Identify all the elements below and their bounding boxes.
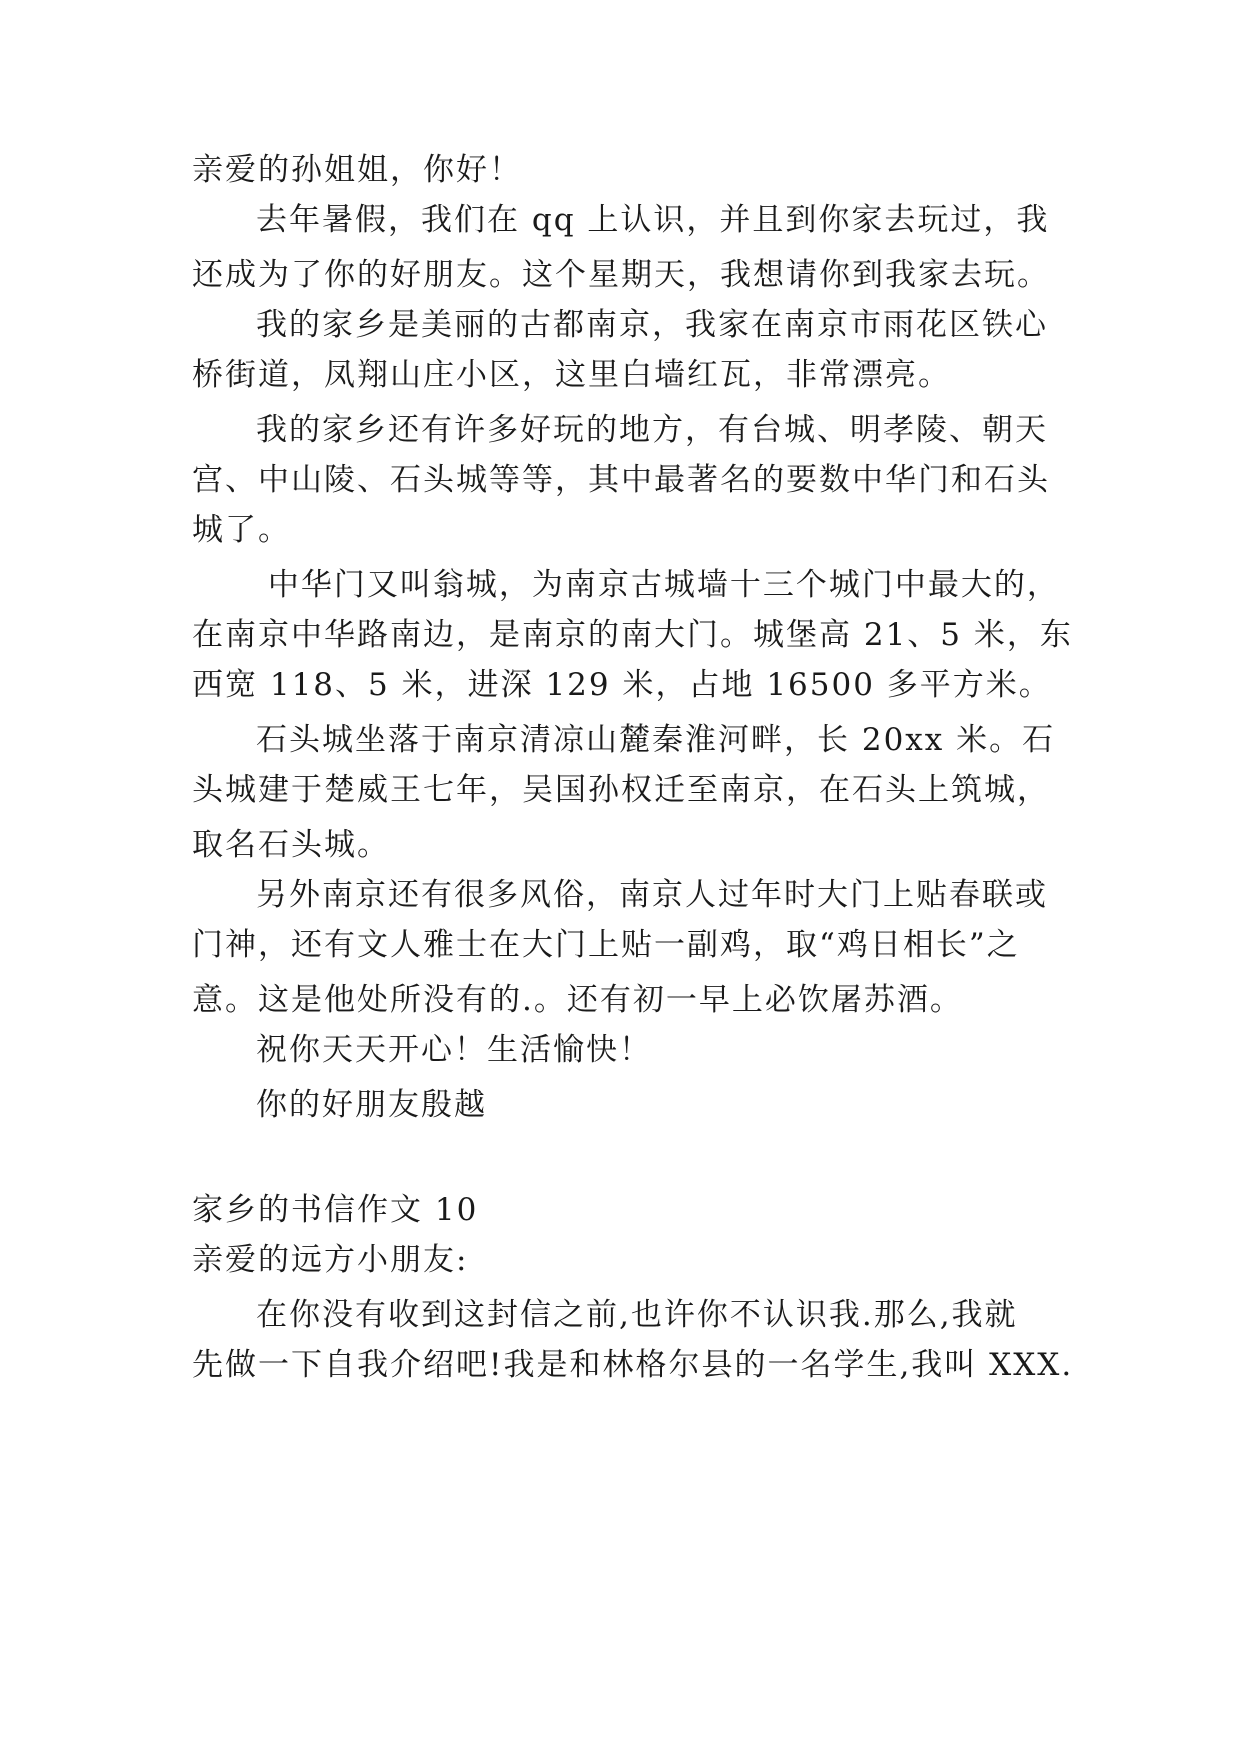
letter-closing: 祝你天天开心！生活愉快！ bbox=[256, 1032, 652, 1068]
paragraph-line: 我的家乡还有许多好玩的地方，有台城、明孝陵、朝天 bbox=[256, 412, 1048, 448]
paragraph-line: 门神，还有文人雅士在大门上贴一副鸡，取“鸡日相长”之 bbox=[192, 927, 1020, 963]
paragraph-line: 头城建于楚威王七年，吴国孙权迁至南京，在石头上筑城， bbox=[192, 772, 1050, 808]
letter-greeting: 亲爱的远方小朋友: bbox=[192, 1242, 469, 1278]
paragraph-line: 城了。 bbox=[192, 512, 291, 548]
paragraph-line: 西宽 118、5 米，进深 129 米，占地 16500 多平方米。 bbox=[192, 667, 1052, 703]
paragraph-line: 另外南京还有很多风俗，南京人过年时大门上贴春联或 bbox=[256, 877, 1048, 913]
paragraph-line: 中华门又叫翁城，为南京古城墙十三个城门中最大的， bbox=[256, 567, 1060, 603]
paragraph-line: 宫、中山陵、石头城等等，其中最著名的要数中华门和石头 bbox=[192, 462, 1050, 498]
paragraph-line: 意。这是他处所没有的.。还有初一早上必饮屠苏酒。 bbox=[192, 982, 963, 1018]
paragraph-line: 我的家乡是美丽的古都南京，我家在南京市雨花区铁心 bbox=[256, 307, 1048, 343]
letter-signature: 你的好朋友殷越 bbox=[256, 1087, 487, 1123]
paragraph-line: 在你没有收到这封信之前,也许你不认识我.那么,我就 bbox=[256, 1297, 1018, 1333]
paragraph-line: 石头城坐落于南京清凉山麓秦淮河畔，长 20xx 米。石 bbox=[256, 722, 1056, 758]
paragraph-line: 还成为了你的好朋友。这个星期天，我想请你到我家去玩。 bbox=[192, 257, 1050, 293]
paragraph-line: 先做一下自我介绍吧!我是和林格尔县的一名学生,我叫 XXX. bbox=[192, 1347, 1074, 1383]
letter-greeting: 亲爱的孙姐姐，你好！ bbox=[192, 152, 522, 188]
paragraph-line: 在南京中华路南边，是南京的南大门。城堡高 21、5 米，东 bbox=[192, 617, 1073, 653]
paragraph-line: 去年暑假，我们在 qq 上认识，并且到你家去玩过，我 bbox=[256, 202, 1050, 238]
paragraph-line: 桥街道，凤翔山庄小区，这里白墙红瓦，非常漂亮。 bbox=[192, 357, 951, 393]
section-title: 家乡的书信作文 10 bbox=[192, 1192, 479, 1228]
paragraph-line: 取名石头城。 bbox=[192, 827, 390, 863]
